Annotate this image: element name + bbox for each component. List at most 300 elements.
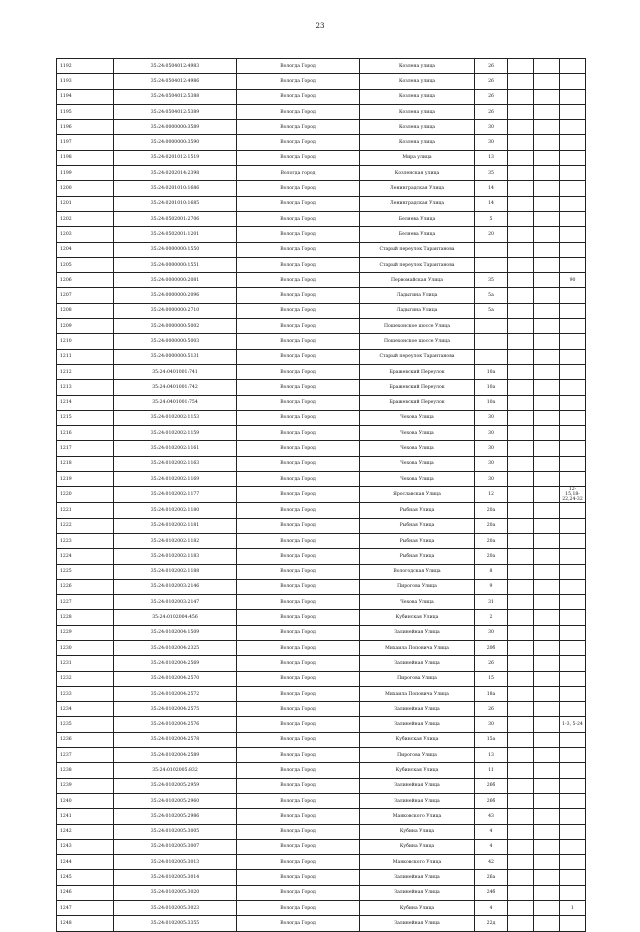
building-cell bbox=[508, 349, 534, 364]
street-cell: Маяковского Улица bbox=[360, 809, 475, 824]
building-cell bbox=[508, 885, 534, 900]
apartments-cell: 1-3, 5-24 bbox=[560, 717, 586, 732]
building-cell bbox=[508, 364, 534, 379]
table-row bbox=[57, 456, 586, 471]
cadastral-number-cell: 35:24:0102004:2576 bbox=[114, 717, 237, 732]
table-row bbox=[57, 686, 586, 701]
apartments-cell bbox=[560, 595, 586, 610]
row-number-cell: 1217 bbox=[57, 441, 114, 456]
block-cell bbox=[534, 901, 560, 916]
locality-cell: Вологда Город bbox=[237, 472, 360, 487]
table-row bbox=[57, 441, 586, 456]
apartments-cell bbox=[560, 702, 586, 717]
cadastral-number-cell: 35:24:0102002:1163 bbox=[114, 456, 237, 471]
block-cell bbox=[534, 227, 560, 242]
locality-cell: Вологда Город bbox=[237, 916, 360, 931]
block-cell bbox=[534, 656, 560, 671]
row-number-cell: 1228 bbox=[57, 610, 114, 625]
row-number-cell: 1225 bbox=[57, 564, 114, 579]
row-number-cell: 1229 bbox=[57, 625, 114, 640]
cadastral-number-cell: 35:24:0102004:2570 bbox=[114, 671, 237, 686]
apartments-cell bbox=[560, 518, 586, 533]
apartments-cell bbox=[560, 503, 586, 518]
table-row bbox=[57, 319, 586, 334]
row-number-cell: 1227 bbox=[57, 595, 114, 610]
street-cell: Залинейная Улица bbox=[360, 778, 475, 793]
street-cell: Кубинская Улица bbox=[360, 763, 475, 778]
street-cell: Бражевский Переулок bbox=[360, 380, 475, 395]
street-cell: Первомайская Улица bbox=[360, 273, 475, 288]
row-number-cell: 1240 bbox=[57, 793, 114, 808]
cadastral-number-cell: 35:24:0000000:3589 bbox=[114, 120, 237, 135]
row-number-cell: 1220 bbox=[57, 487, 114, 503]
house-cell: 26 bbox=[475, 59, 508, 74]
building-cell bbox=[508, 273, 534, 288]
street-cell: Старый переулок Тарантанова bbox=[360, 242, 475, 257]
row-number-cell: 1193 bbox=[57, 74, 114, 89]
row-number-cell: 1207 bbox=[57, 288, 114, 303]
building-cell bbox=[508, 395, 534, 410]
house-cell: 18а bbox=[475, 686, 508, 701]
locality-cell: Вологда Город bbox=[237, 839, 360, 854]
house-cell bbox=[475, 349, 508, 364]
block-cell bbox=[534, 885, 560, 900]
building-cell bbox=[508, 732, 534, 747]
table-row bbox=[57, 487, 586, 503]
locality-cell: Вологда Город bbox=[237, 319, 360, 334]
house-cell: 30 bbox=[475, 120, 508, 135]
row-number-cell: 1243 bbox=[57, 839, 114, 854]
block-cell bbox=[534, 778, 560, 793]
building-cell bbox=[508, 839, 534, 854]
cadastral-number-cell: 35:24:0000000:5003 bbox=[114, 334, 237, 349]
locality-cell: Вологда Город bbox=[237, 89, 360, 104]
row-number-cell: 1192 bbox=[57, 59, 114, 74]
block-cell bbox=[534, 303, 560, 318]
building-cell bbox=[508, 748, 534, 763]
cadastral-number-cell: 35:24:0102002:1161 bbox=[114, 441, 237, 456]
house-cell: 20а bbox=[475, 533, 508, 548]
block-cell bbox=[534, 150, 560, 165]
house-cell: 10а bbox=[475, 364, 508, 379]
street-cell: Пошехонское шоссе Улица bbox=[360, 319, 475, 334]
locality-cell: Вологда Город bbox=[237, 135, 360, 150]
table-row bbox=[57, 640, 586, 655]
cadastral-number-cell: 35:24:0502001:2706 bbox=[114, 211, 237, 226]
building-cell bbox=[508, 380, 534, 395]
row-number-cell: 1244 bbox=[57, 855, 114, 870]
table-row bbox=[57, 610, 586, 625]
apartments-cell bbox=[560, 732, 586, 747]
table-row bbox=[57, 472, 586, 487]
table-row bbox=[57, 855, 586, 870]
row-number-cell: 1222 bbox=[57, 518, 114, 533]
block-cell bbox=[534, 166, 560, 181]
block-cell bbox=[534, 595, 560, 610]
locality-cell: Вологда Город bbox=[237, 227, 360, 242]
cadastral-number-cell: 35:24:0102004:2569 bbox=[114, 656, 237, 671]
street-cell: Беляева Улица bbox=[360, 211, 475, 226]
cadastral-number-cell: 35:24:0102002:1159 bbox=[114, 426, 237, 441]
table-row bbox=[57, 364, 586, 379]
block-cell bbox=[534, 456, 560, 471]
row-number-cell: 1215 bbox=[57, 410, 114, 425]
building-cell bbox=[508, 671, 534, 686]
block-cell bbox=[534, 870, 560, 885]
building-cell bbox=[508, 564, 534, 579]
house-cell: 11 bbox=[475, 763, 508, 778]
row-number-cell: 1248 bbox=[57, 916, 114, 931]
building-cell bbox=[508, 625, 534, 640]
apartments-cell bbox=[560, 364, 586, 379]
locality-cell: Вологда Город bbox=[237, 686, 360, 701]
locality-cell: Вологда Город bbox=[237, 395, 360, 410]
apartments-cell bbox=[560, 625, 586, 640]
table-row bbox=[57, 334, 586, 349]
row-number-cell: 1239 bbox=[57, 778, 114, 793]
cadastral-number-cell: 35:24:0102004:2325 bbox=[114, 640, 237, 655]
apartments-cell bbox=[560, 303, 586, 318]
cadastral-number-cell: 35:24:0102004:1509 bbox=[114, 625, 237, 640]
cadastral-number-cell: 35:24:0102002:1182 bbox=[114, 533, 237, 548]
house-cell: 35 bbox=[475, 166, 508, 181]
cadastral-number-cell: 35:24:0102005:3007 bbox=[114, 839, 237, 854]
cadastral-number-cell: 35:24:0502001:1201 bbox=[114, 227, 237, 242]
cadastral-number-cell: 35:24:0000000:2096 bbox=[114, 288, 237, 303]
street-cell: Старый переулок Тарантанова bbox=[360, 349, 475, 364]
table-row bbox=[57, 349, 586, 364]
house-cell: 20а bbox=[475, 549, 508, 564]
building-cell bbox=[508, 242, 534, 257]
building-cell bbox=[508, 686, 534, 701]
table-row bbox=[57, 732, 586, 747]
table-row bbox=[57, 809, 586, 824]
cadastral-number-cell: 35:24:0102002:1180 bbox=[114, 503, 237, 518]
house-cell bbox=[475, 319, 508, 334]
apartments-cell bbox=[560, 319, 586, 334]
apartments-cell bbox=[560, 671, 586, 686]
house-cell: 15а bbox=[475, 732, 508, 747]
apartments-cell bbox=[560, 763, 586, 778]
table-row bbox=[57, 503, 586, 518]
apartments-cell bbox=[560, 579, 586, 594]
apartments-cell bbox=[560, 472, 586, 487]
building-cell bbox=[508, 717, 534, 732]
cadastral-number-cell: 35:24:0504012:4983 bbox=[114, 59, 237, 74]
house-cell: 30 bbox=[475, 410, 508, 425]
row-number-cell: 1196 bbox=[57, 120, 114, 135]
apartments-cell: 12-15,18-22,24-32 bbox=[560, 487, 586, 503]
apartments-cell bbox=[560, 410, 586, 425]
block-cell bbox=[534, 211, 560, 226]
street-cell: Залинейная Улица bbox=[360, 717, 475, 732]
block-cell bbox=[534, 686, 560, 701]
street-cell: Чехова Улица bbox=[360, 472, 475, 487]
block-cell bbox=[534, 579, 560, 594]
block-cell bbox=[534, 625, 560, 640]
house-cell: 30 bbox=[475, 456, 508, 471]
table-row bbox=[57, 59, 586, 74]
building-cell bbox=[508, 227, 534, 242]
building-cell bbox=[508, 456, 534, 471]
house-cell: 30 bbox=[475, 426, 508, 441]
building-cell bbox=[508, 150, 534, 165]
building-cell bbox=[508, 334, 534, 349]
block-cell bbox=[534, 518, 560, 533]
apartments-cell bbox=[560, 135, 586, 150]
table-row bbox=[57, 120, 586, 135]
locality-cell: Вологда Город bbox=[237, 518, 360, 533]
building-cell bbox=[508, 610, 534, 625]
table-row bbox=[57, 196, 586, 211]
house-cell: 31 bbox=[475, 595, 508, 610]
house-cell bbox=[475, 257, 508, 272]
locality-cell: Вологда Город bbox=[237, 196, 360, 211]
street-cell: Бражевский Переулок bbox=[360, 364, 475, 379]
house-cell: 42 bbox=[475, 855, 508, 870]
locality-cell: Вологда Город bbox=[237, 809, 360, 824]
house-cell: 26б bbox=[475, 793, 508, 808]
block-cell bbox=[534, 288, 560, 303]
table-row bbox=[57, 257, 586, 272]
locality-cell: Вологда Город bbox=[237, 364, 360, 379]
building-cell bbox=[508, 426, 534, 441]
row-number-cell: 1218 bbox=[57, 456, 114, 471]
table-row bbox=[57, 839, 586, 854]
street-cell: Козлена улица bbox=[360, 59, 475, 74]
apartments-cell bbox=[560, 349, 586, 364]
house-cell: 26 bbox=[475, 702, 508, 717]
cadastral-number-cell: 35:24:0000000:5131 bbox=[114, 349, 237, 364]
apartments-cell bbox=[560, 640, 586, 655]
house-cell: 26 bbox=[475, 89, 508, 104]
house-cell: 20а bbox=[475, 503, 508, 518]
locality-cell: Вологда Город bbox=[237, 120, 360, 135]
apartments-cell bbox=[560, 380, 586, 395]
row-number-cell: 1247 bbox=[57, 901, 114, 916]
table-row bbox=[57, 885, 586, 900]
table-row bbox=[57, 778, 586, 793]
street-cell: Залинейная Улица bbox=[360, 916, 475, 931]
row-number-cell: 1212 bbox=[57, 364, 114, 379]
block-cell bbox=[534, 564, 560, 579]
row-number-cell: 1238 bbox=[57, 763, 114, 778]
apartments-cell bbox=[560, 793, 586, 808]
row-number-cell: 1224 bbox=[57, 549, 114, 564]
locality-cell: Вологда Город bbox=[237, 104, 360, 119]
table-row bbox=[57, 870, 586, 885]
block-cell bbox=[534, 59, 560, 74]
block-cell bbox=[534, 472, 560, 487]
street-cell: Залинейная Улица bbox=[360, 625, 475, 640]
apartments-cell bbox=[560, 166, 586, 181]
cadastral-number-cell: 35:24:0401001:742 bbox=[114, 380, 237, 395]
locality-cell: Вологда Город bbox=[237, 334, 360, 349]
building-cell bbox=[508, 196, 534, 211]
locality-cell: Вологда Город bbox=[237, 901, 360, 916]
apartments-cell bbox=[560, 104, 586, 119]
apartments-cell: 1 bbox=[560, 901, 586, 916]
building-cell bbox=[508, 487, 534, 503]
locality-cell: Вологда Город bbox=[237, 824, 360, 839]
building-cell bbox=[508, 166, 534, 181]
locality-cell: Вологда Город bbox=[237, 150, 360, 165]
property-registry-table bbox=[56, 58, 586, 932]
house-cell: 22д bbox=[475, 916, 508, 931]
street-cell: Кубинская Улица bbox=[360, 610, 475, 625]
apartments-cell bbox=[560, 778, 586, 793]
cadastral-number-cell: 35:24:0504012:4986 bbox=[114, 74, 237, 89]
apartments-cell: 90 bbox=[560, 273, 586, 288]
row-number-cell: 1213 bbox=[57, 380, 114, 395]
block-cell bbox=[534, 89, 560, 104]
house-cell: 5а bbox=[475, 288, 508, 303]
cadastral-number-cell: 35:24:0000000:2710 bbox=[114, 303, 237, 318]
apartments-cell bbox=[560, 564, 586, 579]
house-cell: 20 bbox=[475, 227, 508, 242]
row-number-cell: 1200 bbox=[57, 181, 114, 196]
table-row bbox=[57, 227, 586, 242]
block-cell bbox=[534, 717, 560, 732]
block-cell bbox=[534, 702, 560, 717]
street-cell: Вологодская Улица bbox=[360, 564, 475, 579]
row-number-cell: 1232 bbox=[57, 671, 114, 686]
row-number-cell: 1235 bbox=[57, 717, 114, 732]
house-cell: 26 bbox=[475, 104, 508, 119]
apartments-cell bbox=[560, 686, 586, 701]
locality-cell: Вологда Город bbox=[237, 717, 360, 732]
building-cell bbox=[508, 656, 534, 671]
locality-cell: Вологда Город bbox=[237, 870, 360, 885]
building-cell bbox=[508, 441, 534, 456]
cadastral-number-cell: 35:24:0201010:1685 bbox=[114, 196, 237, 211]
block-cell bbox=[534, 426, 560, 441]
block-cell bbox=[534, 380, 560, 395]
apartments-cell bbox=[560, 334, 586, 349]
locality-cell: Вологда город bbox=[237, 166, 360, 181]
building-cell bbox=[508, 59, 534, 74]
cadastral-number-cell: 35:24:0000000:5002 bbox=[114, 319, 237, 334]
block-cell bbox=[534, 549, 560, 564]
table-row bbox=[57, 533, 586, 548]
house-cell: 4 bbox=[475, 824, 508, 839]
locality-cell: Вологда Город bbox=[237, 257, 360, 272]
street-cell: Пирогова Улица bbox=[360, 671, 475, 686]
block-cell bbox=[534, 319, 560, 334]
street-cell: Залинейная Улица bbox=[360, 870, 475, 885]
building-cell bbox=[508, 410, 534, 425]
building-cell bbox=[508, 549, 534, 564]
table-row bbox=[57, 426, 586, 441]
locality-cell: Вологда Город bbox=[237, 595, 360, 610]
locality-cell: Вологда Город bbox=[237, 778, 360, 793]
locality-cell: Вологда Город bbox=[237, 441, 360, 456]
table-row bbox=[57, 288, 586, 303]
house-cell: 9 bbox=[475, 579, 508, 594]
house-cell: 20а bbox=[475, 518, 508, 533]
table-row bbox=[57, 793, 586, 808]
locality-cell: Вологда Город bbox=[237, 503, 360, 518]
building-cell bbox=[508, 763, 534, 778]
block-cell bbox=[534, 640, 560, 655]
table-row bbox=[57, 89, 586, 104]
block-cell bbox=[534, 273, 560, 288]
cadastral-number-cell: 35:24:0102002:1183 bbox=[114, 549, 237, 564]
house-cell: 24б bbox=[475, 885, 508, 900]
cadastral-number-cell: 35:24:0102004:2575 bbox=[114, 702, 237, 717]
house-cell: 13 bbox=[475, 748, 508, 763]
locality-cell: Вологда Город bbox=[237, 855, 360, 870]
table-row bbox=[57, 916, 586, 931]
house-cell: 20б bbox=[475, 640, 508, 655]
row-number-cell: 1211 bbox=[57, 349, 114, 364]
house-cell: 8 bbox=[475, 564, 508, 579]
cadastral-number-cell: 35:24:0201012:1519 bbox=[114, 150, 237, 165]
building-cell bbox=[508, 104, 534, 119]
block-cell bbox=[534, 395, 560, 410]
table-row bbox=[57, 625, 586, 640]
house-cell: 26б bbox=[475, 778, 508, 793]
block-cell bbox=[534, 610, 560, 625]
table-row bbox=[57, 748, 586, 763]
street-cell: Пошехонское шоссе Улица bbox=[360, 334, 475, 349]
block-cell bbox=[534, 120, 560, 135]
apartments-cell bbox=[560, 748, 586, 763]
cadastral-number-cell: 35:24:0504012:5389 bbox=[114, 104, 237, 119]
building-cell bbox=[508, 257, 534, 272]
locality-cell: Вологда Город bbox=[237, 702, 360, 717]
cadastral-number-cell: 35:24:0000000:1550 bbox=[114, 242, 237, 257]
table-row bbox=[57, 181, 586, 196]
street-cell: Михаила Поповича Улица bbox=[360, 640, 475, 655]
table-row bbox=[57, 380, 586, 395]
block-cell bbox=[534, 839, 560, 854]
cadastral-number-cell: 35:24:0201010:1686 bbox=[114, 181, 237, 196]
locality-cell: Вологда Город bbox=[237, 456, 360, 471]
locality-cell: Вологда Город bbox=[237, 380, 360, 395]
building-cell bbox=[508, 135, 534, 150]
apartments-cell bbox=[560, 59, 586, 74]
street-cell: Рыбная Улица bbox=[360, 533, 475, 548]
locality-cell: Вологда Город bbox=[237, 625, 360, 640]
cadastral-number-cell: 35:24:0102004:456 bbox=[114, 610, 237, 625]
block-cell bbox=[534, 257, 560, 272]
apartments-cell bbox=[560, 196, 586, 211]
table-row bbox=[57, 595, 586, 610]
street-cell: Пирогова Улица bbox=[360, 748, 475, 763]
street-cell: Рыбная Улица bbox=[360, 518, 475, 533]
cadastral-number-cell: 35:24:0102005:832 bbox=[114, 763, 237, 778]
block-cell bbox=[534, 181, 560, 196]
block-cell bbox=[534, 763, 560, 778]
cadastral-number-cell: 35:24:0102002:1181 bbox=[114, 518, 237, 533]
row-number-cell: 1206 bbox=[57, 273, 114, 288]
apartments-cell bbox=[560, 916, 586, 931]
cadastral-number-cell: 35:24:0102004:2572 bbox=[114, 686, 237, 701]
house-cell: 5а bbox=[475, 303, 508, 318]
cadastral-number-cell: 35:24:0102002:1169 bbox=[114, 472, 237, 487]
apartments-cell bbox=[560, 885, 586, 900]
row-number-cell: 1204 bbox=[57, 242, 114, 257]
house-cell: 26 bbox=[475, 656, 508, 671]
row-number-cell: 1205 bbox=[57, 257, 114, 272]
street-cell: Кубинская Улица bbox=[360, 732, 475, 747]
cadastral-number-cell: 35:24:0102003:2147 bbox=[114, 595, 237, 610]
street-cell: Рыбная Улица bbox=[360, 549, 475, 564]
locality-cell: Вологда Город bbox=[237, 656, 360, 671]
row-number-cell: 1202 bbox=[57, 211, 114, 226]
apartments-cell bbox=[560, 839, 586, 854]
